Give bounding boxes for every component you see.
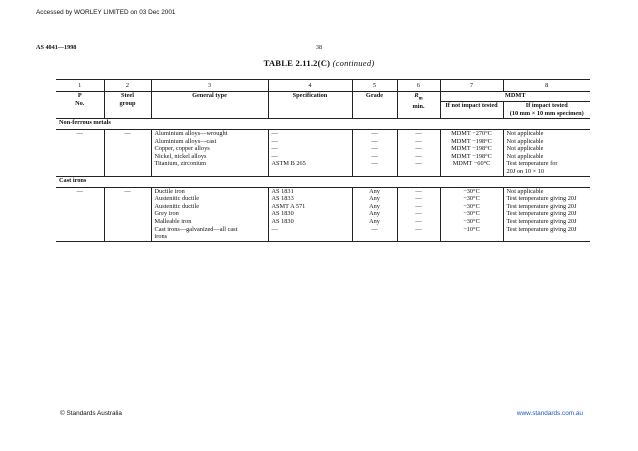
rm-min-cell: —: [397, 153, 440, 161]
steel-group-cell: [104, 138, 151, 146]
specification-cell: ASTM B 265: [268, 160, 352, 176]
material-mdmt-table: [56, 79, 590, 242]
mdmt-tested-cell: Test temperature giving 20J: [503, 195, 590, 203]
specification-cell: —: [268, 226, 352, 242]
grade-header: Grade: [352, 92, 397, 119]
table-row: [56, 130, 590, 138]
specification-cell: ASMT A 571: [268, 203, 352, 211]
mdmt-not-tested-cell: MDMT −198°C: [440, 153, 503, 161]
mdmt-header: MDMT: [440, 92, 590, 102]
steel-group-header-line2: group: [119, 99, 136, 107]
specification-cell: AS 1831: [268, 187, 352, 195]
p-number-cell: [56, 153, 104, 161]
mdmt-tested-cell: Not applicable: [503, 138, 590, 146]
footer-copyright: © Standards Australia: [60, 410, 122, 417]
column-number: 6: [397, 80, 440, 92]
specification-cell: —: [268, 130, 352, 138]
mdmt-not-tested-cell: MDMT −60°C: [440, 160, 503, 176]
general-type-cell: Malleable iron: [151, 218, 268, 226]
mdmt-tested-cell: Not applicable: [503, 153, 590, 161]
section-title-row: [56, 176, 590, 187]
page-number: 38: [315, 44, 323, 51]
grade-cell: —: [352, 138, 397, 146]
mdmt-not-tested-cell: MDMT −270°C: [440, 130, 503, 138]
general-type-cell: Ductile iron: [151, 187, 268, 195]
access-notice: Accessed by WORLEY LIMITED on 03 Dec 2001: [36, 9, 176, 16]
p-number-cell: [56, 195, 104, 203]
mdmt-tested-cell: Not applicable: [503, 145, 590, 153]
mdmt-not-tested-cell: MDMT −198°C: [440, 138, 503, 146]
rm-min-cell: —: [397, 210, 440, 218]
mdmt-tested-cell: Test temperature giving 20J: [503, 203, 590, 211]
general-type-cell: Grey iron: [151, 210, 268, 218]
steel-group-cell: —: [104, 187, 151, 195]
specification-cell: —: [268, 138, 352, 146]
mdmt-not-tested-cell: −30°C: [440, 187, 503, 195]
mdmt-tested-line1: Test temperature for: [506, 160, 558, 168]
table-row: [56, 160, 590, 176]
specification-header: Specification: [268, 92, 352, 119]
mdmt-tested-cell: Test temperature giving 20J: [503, 210, 590, 218]
general-type-cell: [151, 226, 268, 242]
specification-cell: AS 1830: [268, 218, 352, 226]
column-number: 8: [503, 80, 590, 92]
table-title-continued: (continued): [332, 58, 375, 68]
steel-group-cell: [104, 210, 151, 218]
steel-group-cell: —: [104, 130, 151, 138]
mdmt-not-tested-cell: −30°C: [440, 218, 503, 226]
mdmt-tested-cell: Not applicable: [503, 130, 590, 138]
rm-min-cell: —: [397, 145, 440, 153]
column-number: 2: [104, 80, 151, 92]
section-title: Cast irons: [56, 176, 590, 187]
grade-cell: Any: [352, 187, 397, 195]
p-number-cell: —: [76, 130, 83, 137]
mdmt-tested-cell: Not applicable: [503, 187, 590, 195]
rm-min-cell: —: [397, 226, 440, 242]
general-type-cell: Aluminium alloys—cast: [151, 138, 268, 146]
table-title: [0, 58, 638, 68]
table-row: [56, 203, 590, 211]
grade-cell: Any: [352, 203, 397, 211]
steel-group-cell: [104, 160, 151, 176]
specification-cell: AS 1830: [268, 210, 352, 218]
steel-group-cell: [104, 218, 151, 226]
grade-cell: —: [352, 145, 397, 153]
rm-min-cell: —: [397, 187, 440, 195]
rm-min-cell: —: [397, 138, 440, 146]
impact-tested-header: [503, 102, 590, 119]
grade-cell: —: [352, 130, 397, 138]
mdmt-tested-line2: 20J on 10 × 10: [506, 167, 544, 175]
p-number-cell: [56, 226, 104, 242]
grade-cell: —: [352, 160, 397, 176]
mdmt-tested-cell: Test temperature giving 20J: [503, 226, 590, 242]
grade-cell: Any: [352, 195, 397, 203]
impact-tested-header-line2: (10 mm × 10 mm specimen): [509, 109, 584, 117]
general-type-header: General type: [151, 92, 268, 119]
p-number-header-line2: No.: [75, 99, 85, 107]
rm-symbol: $R_m$: [414, 92, 423, 102]
general-type-cell: Copper, copper alloys: [151, 145, 268, 153]
steel-group-cell: [104, 195, 151, 203]
general-type-cell: Nickel, nickel alloys: [151, 153, 268, 161]
steel-group-cell: [104, 226, 151, 242]
steel-group-cell: [104, 203, 151, 211]
table-row: [56, 153, 590, 161]
general-type-cell: Austenitic ductile: [151, 195, 268, 203]
p-number-cell: [56, 160, 104, 176]
grade-cell: Any: [352, 210, 397, 218]
rm-min-header: [397, 92, 440, 119]
table-row: [56, 195, 590, 203]
rm-min-cell: —: [397, 195, 440, 203]
specification-cell: AS 1833: [268, 195, 352, 203]
rm-min-cell: —: [397, 160, 440, 176]
p-number-cell: —: [76, 187, 83, 195]
steel-group-cell: [104, 145, 151, 153]
specification-cell: —: [268, 145, 352, 153]
mdmt-not-tested-cell: −30°C: [440, 210, 503, 218]
rm-min-label: min.: [412, 102, 425, 110]
rm-min-cell: —: [397, 130, 440, 138]
steel-group-cell: [104, 153, 151, 161]
p-number-cell: [56, 138, 104, 146]
grade-cell: —: [352, 153, 397, 161]
general-type-line2: irons: [154, 233, 168, 241]
column-number: 7: [440, 80, 503, 92]
p-number-cell: [56, 210, 104, 218]
rm-min-cell: —: [397, 203, 440, 211]
mdmt-not-tested-cell: −30°C: [440, 195, 503, 203]
mdmt-not-tested-cell: MDMT −198°C: [440, 145, 503, 153]
grade-cell: Any: [352, 218, 397, 226]
mdmt-not-tested-cell: −10°C: [440, 226, 503, 242]
standard-code: AS 4041—1998: [36, 44, 77, 51]
column-number: 1: [56, 80, 104, 92]
steel-group-header-line1: Steel: [121, 92, 134, 99]
p-number-header: [56, 92, 104, 119]
table-row: [56, 226, 590, 242]
grade-cell: —: [352, 226, 397, 242]
mdmt-not-tested-cell: −30°C: [440, 203, 503, 211]
general-type-line1: Cast irons—galvanized—all cast: [154, 225, 238, 233]
column-number: 4: [268, 80, 352, 92]
table-row: [56, 218, 590, 226]
mdmt-tested-cell: [503, 160, 590, 176]
table-row: [56, 138, 590, 146]
p-number-cell: [56, 218, 104, 226]
impact-tested-header-line1: If impact tested: [525, 102, 568, 109]
p-number-header-line1: P: [77, 92, 82, 99]
table-row: [56, 145, 590, 153]
mdmt-tested-cell: Test temperature giving 20J: [503, 218, 590, 226]
section-title: Non-ferrous metals: [56, 119, 590, 130]
general-type-cell: Austenitic ductile: [151, 203, 268, 211]
header-row: [56, 92, 590, 102]
not-impact-tested-header: If not impact tested: [440, 102, 503, 119]
footer-website-link[interactable]: www.standards.com.au: [516, 410, 583, 417]
p-number-cell: [56, 203, 104, 211]
p-number-cell: [56, 145, 104, 153]
table-row: [56, 187, 590, 195]
table-row: [56, 210, 590, 218]
rm-min-cell: —: [397, 218, 440, 226]
table-title-main: TABLE 2.11.2(C): [263, 58, 331, 68]
section-title-row: [56, 119, 590, 130]
column-number: 3: [151, 80, 268, 92]
column-number-row: [56, 80, 590, 92]
column-number: 5: [352, 80, 397, 92]
specification-cell: —: [268, 153, 352, 161]
steel-group-header: [104, 92, 151, 119]
general-type-cell: Titanium, zirconium: [151, 160, 268, 176]
general-type-cell: Aluminium alloys—wrought: [151, 130, 268, 138]
